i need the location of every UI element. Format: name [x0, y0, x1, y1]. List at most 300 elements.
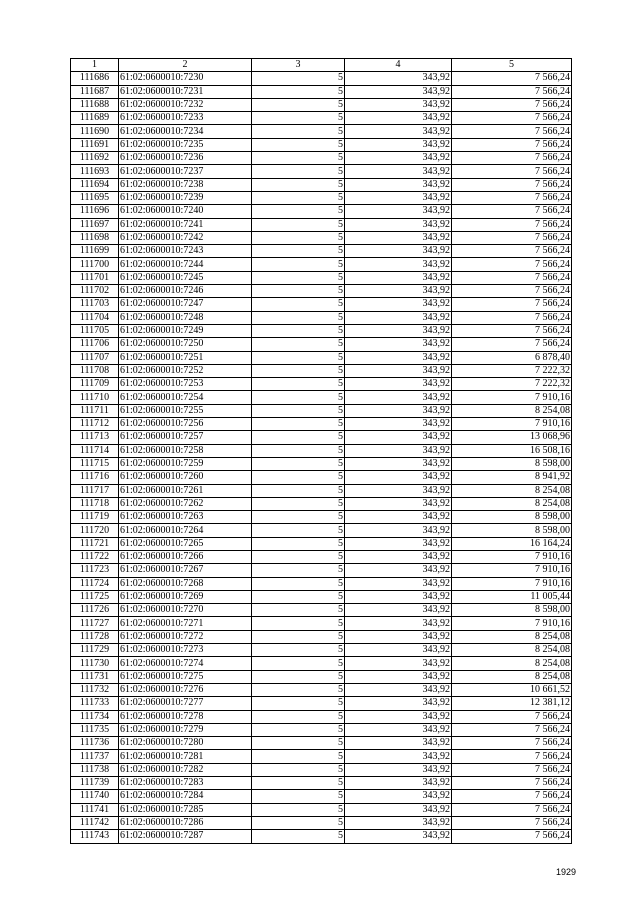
row-number: 111741	[71, 803, 119, 816]
column-5-value: 8 254,08	[452, 630, 572, 643]
column-5-value: 7 566,24	[452, 298, 572, 311]
table-row	[71, 657, 572, 670]
row-number: 111732	[71, 683, 119, 696]
table-row	[71, 285, 572, 298]
column-4-value: 343,92	[345, 311, 452, 324]
column-5-value: 16 164,24	[452, 537, 572, 550]
column-3-value: 5	[252, 524, 345, 537]
row-number: 111718	[71, 497, 119, 510]
column-5-value: 8 254,08	[452, 497, 572, 510]
cadastral-number: 61:02:0600010:7287	[119, 830, 252, 843]
column-5-value: 7 566,24	[452, 816, 572, 829]
row-number: 111703	[71, 298, 119, 311]
cadastral-number: 61:02:0600010:7238	[119, 178, 252, 191]
cadastral-number: 61:02:0600010:7259	[119, 457, 252, 470]
column-4-value: 343,92	[345, 324, 452, 337]
row-number: 111686	[71, 72, 119, 85]
column-3-value: 5	[252, 125, 345, 138]
column-3-value: 5	[252, 191, 345, 204]
column-4-value: 343,92	[345, 564, 452, 577]
column-3-value: 5	[252, 737, 345, 750]
table-row	[71, 644, 572, 657]
row-number: 111715	[71, 457, 119, 470]
table-row	[71, 191, 572, 204]
cadastral-number: 61:02:0600010:7258	[119, 444, 252, 457]
table-row	[71, 577, 572, 590]
column-5-value: 8 598,00	[452, 511, 572, 524]
table-row	[71, 351, 572, 364]
cadastral-number: 61:02:0600010:7270	[119, 604, 252, 617]
column-4-value: 343,92	[345, 457, 452, 470]
column-3-value: 5	[252, 245, 345, 258]
column-4-value: 343,92	[345, 657, 452, 670]
row-number: 111730	[71, 657, 119, 670]
table-row	[71, 750, 572, 763]
column-header-2: 2	[119, 59, 252, 72]
column-3-value: 5	[252, 152, 345, 165]
column-4-value: 343,92	[345, 205, 452, 218]
table-row	[71, 457, 572, 470]
row-number: 111738	[71, 763, 119, 776]
row-number: 111734	[71, 710, 119, 723]
column-5-value: 7 566,24	[452, 231, 572, 244]
row-number: 111687	[71, 85, 119, 98]
column-5-value: 7 566,24	[452, 285, 572, 298]
column-4-value: 343,92	[345, 710, 452, 723]
cadastral-number: 61:02:0600010:7277	[119, 697, 252, 710]
row-number: 111706	[71, 338, 119, 351]
row-number: 111690	[71, 125, 119, 138]
column-3-value: 5	[252, 777, 345, 790]
row-number: 111719	[71, 511, 119, 524]
table-row	[71, 816, 572, 829]
row-number: 111699	[71, 245, 119, 258]
column-5-value: 7 566,24	[452, 245, 572, 258]
row-number: 111736	[71, 737, 119, 750]
column-4-value: 343,92	[345, 285, 452, 298]
table-row	[71, 697, 572, 710]
cadastral-number: 61:02:0600010:7231	[119, 85, 252, 98]
table-row	[71, 98, 572, 111]
column-5-value: 6 878,40	[452, 351, 572, 364]
cadastral-number: 61:02:0600010:7269	[119, 590, 252, 603]
table-row	[71, 524, 572, 537]
column-5-value: 7 910,16	[452, 391, 572, 404]
column-3-value: 5	[252, 311, 345, 324]
table-row	[71, 497, 572, 510]
column-4-value: 343,92	[345, 431, 452, 444]
cadastral-number: 61:02:0600010:7248	[119, 311, 252, 324]
column-4-value: 343,92	[345, 231, 452, 244]
column-3-value: 5	[252, 537, 345, 550]
row-number: 111743	[71, 830, 119, 843]
column-5-value: 7 566,24	[452, 98, 572, 111]
table-row	[71, 471, 572, 484]
column-3-value: 5	[252, 112, 345, 125]
cadastral-number: 61:02:0600010:7257	[119, 431, 252, 444]
column-5-value: 7 566,24	[452, 723, 572, 736]
column-5-value: 11 005,44	[452, 590, 572, 603]
cadastral-number: 61:02:0600010:7263	[119, 511, 252, 524]
row-number: 111702	[71, 285, 119, 298]
column-5-value: 8 254,08	[452, 670, 572, 683]
row-number: 111709	[71, 378, 119, 391]
cadastral-number: 61:02:0600010:7246	[119, 285, 252, 298]
column-5-value: 8 254,08	[452, 657, 572, 670]
table-row	[71, 178, 572, 191]
row-number: 111691	[71, 138, 119, 151]
row-number: 111733	[71, 697, 119, 710]
cadastral-number: 61:02:0600010:7232	[119, 98, 252, 111]
row-number: 111692	[71, 152, 119, 165]
table-row	[71, 311, 572, 324]
column-4-value: 343,92	[345, 471, 452, 484]
cadastral-number: 61:02:0600010:7255	[119, 404, 252, 417]
column-3-value: 5	[252, 577, 345, 590]
table-row	[71, 737, 572, 750]
column-3-value: 5	[252, 324, 345, 337]
column-3-value: 5	[252, 763, 345, 776]
column-4-value: 343,92	[345, 697, 452, 710]
column-4-value: 343,92	[345, 537, 452, 550]
cadastral-number: 61:02:0600010:7261	[119, 484, 252, 497]
cadastral-number: 61:02:0600010:7233	[119, 112, 252, 125]
column-4-value: 343,92	[345, 444, 452, 457]
column-4-value: 343,92	[345, 763, 452, 776]
column-5-value: 7 910,16	[452, 550, 572, 563]
column-4-value: 343,92	[345, 364, 452, 377]
column-3-value: 5	[252, 683, 345, 696]
table-row	[71, 231, 572, 244]
cadastral-number: 61:02:0600010:7284	[119, 790, 252, 803]
column-5-value: 8 254,08	[452, 404, 572, 417]
column-3-value: 5	[252, 564, 345, 577]
column-5-value: 7 566,24	[452, 85, 572, 98]
column-5-value: 7 566,24	[452, 750, 572, 763]
table-row	[71, 271, 572, 284]
column-3-value: 5	[252, 511, 345, 524]
column-5-value: 7 566,24	[452, 737, 572, 750]
column-4-value: 343,92	[345, 590, 452, 603]
column-3-value: 5	[252, 205, 345, 218]
column-5-value: 7 566,24	[452, 830, 572, 843]
row-number: 111708	[71, 364, 119, 377]
cadastral-number: 61:02:0600010:7243	[119, 245, 252, 258]
cadastral-number: 61:02:0600010:7264	[119, 524, 252, 537]
column-5-value: 7 910,16	[452, 564, 572, 577]
cadastral-number: 61:02:0600010:7272	[119, 630, 252, 643]
table-row	[71, 298, 572, 311]
column-4-value: 343,92	[345, 644, 452, 657]
cadastral-number: 61:02:0600010:7230	[119, 72, 252, 85]
column-4-value: 343,92	[345, 218, 452, 231]
column-4-value: 343,92	[345, 630, 452, 643]
column-4-value: 343,92	[345, 511, 452, 524]
column-4-value: 343,92	[345, 550, 452, 563]
table-row	[71, 364, 572, 377]
column-3-value: 5	[252, 484, 345, 497]
row-number: 111698	[71, 231, 119, 244]
row-number: 111710	[71, 391, 119, 404]
table-row	[71, 710, 572, 723]
column-3-value: 5	[252, 630, 345, 643]
cadastral-number: 61:02:0600010:7283	[119, 777, 252, 790]
column-5-value: 7 910,16	[452, 418, 572, 431]
column-4-value: 343,92	[345, 98, 452, 111]
row-number: 111689	[71, 112, 119, 125]
row-number: 111722	[71, 550, 119, 563]
table-row	[71, 431, 572, 444]
column-4-value: 343,92	[345, 830, 452, 843]
column-4-value: 343,92	[345, 85, 452, 98]
column-3-value: 5	[252, 803, 345, 816]
row-number: 111723	[71, 564, 119, 577]
table-row	[71, 723, 572, 736]
table-row	[71, 590, 572, 603]
column-4-value: 343,92	[345, 165, 452, 178]
cadastral-number: 61:02:0600010:7275	[119, 670, 252, 683]
column-4-value: 343,92	[345, 271, 452, 284]
cadastral-number: 61:02:0600010:7247	[119, 298, 252, 311]
cadastral-number: 61:02:0600010:7251	[119, 351, 252, 364]
cadastral-number: 61:02:0600010:7260	[119, 471, 252, 484]
column-4-value: 343,92	[345, 670, 452, 683]
cadastral-number: 61:02:0600010:7249	[119, 324, 252, 337]
column-3-value: 5	[252, 590, 345, 603]
column-3-value: 5	[252, 271, 345, 284]
row-number: 111704	[71, 311, 119, 324]
column-4-value: 343,92	[345, 72, 452, 85]
table-body	[71, 72, 572, 843]
table-row	[71, 444, 572, 457]
cadastral-number: 61:02:0600010:7239	[119, 191, 252, 204]
cadastral-number: 61:02:0600010:7252	[119, 364, 252, 377]
column-5-value: 7 566,24	[452, 138, 572, 151]
column-5-value: 7 910,16	[452, 617, 572, 630]
table-row	[71, 218, 572, 231]
table-row	[71, 378, 572, 391]
row-number: 111712	[71, 418, 119, 431]
row-number: 111701	[71, 271, 119, 284]
cadastral-number: 61:02:0600010:7279	[119, 723, 252, 736]
cadastral-number: 61:02:0600010:7267	[119, 564, 252, 577]
column-4-value: 343,92	[345, 338, 452, 351]
table-row	[71, 550, 572, 563]
row-number: 111727	[71, 617, 119, 630]
row-number: 111740	[71, 790, 119, 803]
cadastral-number: 61:02:0600010:7280	[119, 737, 252, 750]
table-row	[71, 258, 572, 271]
column-5-value: 10 661,52	[452, 683, 572, 696]
column-3-value: 5	[252, 258, 345, 271]
cadastral-number: 61:02:0600010:7266	[119, 550, 252, 563]
column-5-value: 7 566,24	[452, 258, 572, 271]
column-5-value: 7 566,24	[452, 803, 572, 816]
column-4-value: 343,92	[345, 790, 452, 803]
row-number: 111739	[71, 777, 119, 790]
column-4-value: 343,92	[345, 524, 452, 537]
cadastral-table	[70, 58, 572, 844]
column-3-value: 5	[252, 617, 345, 630]
column-3-value: 5	[252, 418, 345, 431]
column-3-value: 5	[252, 178, 345, 191]
cadastral-number: 61:02:0600010:7281	[119, 750, 252, 763]
column-4-value: 343,92	[345, 816, 452, 829]
row-number: 111742	[71, 816, 119, 829]
row-number: 111724	[71, 577, 119, 590]
column-5-value: 8 598,00	[452, 457, 572, 470]
row-number: 111713	[71, 431, 119, 444]
column-3-value: 5	[252, 351, 345, 364]
column-3-value: 5	[252, 404, 345, 417]
column-5-value: 7 566,24	[452, 152, 572, 165]
column-5-value: 8 254,08	[452, 644, 572, 657]
cadastral-number: 61:02:0600010:7235	[119, 138, 252, 151]
row-number: 111728	[71, 630, 119, 643]
column-3-value: 5	[252, 670, 345, 683]
table-row	[71, 683, 572, 696]
row-number: 111720	[71, 524, 119, 537]
table-row	[71, 803, 572, 816]
column-5-value: 8 598,00	[452, 524, 572, 537]
column-3-value: 5	[252, 218, 345, 231]
cadastral-number: 61:02:0600010:7250	[119, 338, 252, 351]
table-row	[71, 790, 572, 803]
column-5-value: 7 566,24	[452, 165, 572, 178]
column-4-value: 343,92	[345, 617, 452, 630]
column-3-value: 5	[252, 391, 345, 404]
column-4-value: 343,92	[345, 404, 452, 417]
column-5-value: 16 508,16	[452, 444, 572, 457]
column-3-value: 5	[252, 723, 345, 736]
column-4-value: 343,92	[345, 138, 452, 151]
column-4-value: 343,92	[345, 152, 452, 165]
column-3-value: 5	[252, 710, 345, 723]
table-row	[71, 205, 572, 218]
table-row	[71, 72, 572, 85]
table-row	[71, 511, 572, 524]
column-3-value: 5	[252, 364, 345, 377]
column-4-value: 343,92	[345, 125, 452, 138]
row-number: 111725	[71, 590, 119, 603]
column-4-value: 343,92	[345, 604, 452, 617]
table-row	[71, 112, 572, 125]
column-3-value: 5	[252, 550, 345, 563]
cadastral-number: 61:02:0600010:7271	[119, 617, 252, 630]
column-4-value: 343,92	[345, 378, 452, 391]
cadastral-number: 61:02:0600010:7245	[119, 271, 252, 284]
column-5-value: 7 566,24	[452, 763, 572, 776]
column-3-value: 5	[252, 657, 345, 670]
column-header-5: 5	[452, 59, 572, 72]
column-5-value: 7 566,24	[452, 205, 572, 218]
column-3-value: 5	[252, 497, 345, 510]
row-number: 111714	[71, 444, 119, 457]
page-number: 1929	[556, 867, 577, 877]
cadastral-number: 61:02:0600010:7240	[119, 205, 252, 218]
column-4-value: 343,92	[345, 723, 452, 736]
row-number: 111717	[71, 484, 119, 497]
column-5-value: 7 566,24	[452, 777, 572, 790]
column-4-value: 343,92	[345, 683, 452, 696]
column-4-value: 343,92	[345, 298, 452, 311]
table-row	[71, 564, 572, 577]
column-5-value: 7 566,24	[452, 178, 572, 191]
column-5-value: 7 222,32	[452, 364, 572, 377]
column-4-value: 343,92	[345, 484, 452, 497]
column-3-value: 5	[252, 298, 345, 311]
column-4-value: 343,92	[345, 351, 452, 364]
table-row	[71, 138, 572, 151]
column-5-value: 7 910,16	[452, 577, 572, 590]
column-5-value: 7 566,24	[452, 112, 572, 125]
table-row	[71, 670, 572, 683]
column-4-value: 343,92	[345, 178, 452, 191]
table-row	[71, 484, 572, 497]
row-number: 111707	[71, 351, 119, 364]
cadastral-number: 61:02:0600010:7262	[119, 497, 252, 510]
column-4-value: 343,92	[345, 737, 452, 750]
row-number: 111716	[71, 471, 119, 484]
column-3-value: 5	[252, 644, 345, 657]
table-row	[71, 125, 572, 138]
column-5-value: 7 566,24	[452, 311, 572, 324]
column-5-value: 7 566,24	[452, 790, 572, 803]
column-4-value: 343,92	[345, 258, 452, 271]
table-row	[71, 245, 572, 258]
column-5-value: 7 566,24	[452, 191, 572, 204]
row-number: 111688	[71, 98, 119, 111]
cadastral-number: 61:02:0600010:7285	[119, 803, 252, 816]
table-row	[71, 830, 572, 843]
row-number: 111693	[71, 165, 119, 178]
column-3-value: 5	[252, 72, 345, 85]
row-number: 111721	[71, 537, 119, 550]
cadastral-number: 61:02:0600010:7286	[119, 816, 252, 829]
column-3-value: 5	[252, 378, 345, 391]
column-5-value: 7 566,24	[452, 271, 572, 284]
column-5-value: 8 254,08	[452, 484, 572, 497]
column-3-value: 5	[252, 697, 345, 710]
row-number: 111726	[71, 604, 119, 617]
column-3-value: 5	[252, 431, 345, 444]
column-4-value: 343,92	[345, 418, 452, 431]
cadastral-number: 61:02:0600010:7273	[119, 644, 252, 657]
row-number: 111731	[71, 670, 119, 683]
table-row	[71, 763, 572, 776]
table-row	[71, 404, 572, 417]
cadastral-number: 61:02:0600010:7254	[119, 391, 252, 404]
column-4-value: 343,92	[345, 577, 452, 590]
column-3-value: 5	[252, 750, 345, 763]
row-number: 111711	[71, 404, 119, 417]
table-header-row	[71, 59, 572, 72]
column-5-value: 7 566,24	[452, 710, 572, 723]
column-4-value: 343,92	[345, 191, 452, 204]
row-number: 111696	[71, 205, 119, 218]
cadastral-number: 61:02:0600010:7268	[119, 577, 252, 590]
cadastral-number: 61:02:0600010:7236	[119, 152, 252, 165]
column-3-value: 5	[252, 85, 345, 98]
column-5-value: 7 566,24	[452, 218, 572, 231]
cadastral-number: 61:02:0600010:7282	[119, 763, 252, 776]
cadastral-number: 61:02:0600010:7244	[119, 258, 252, 271]
column-5-value: 7 222,32	[452, 378, 572, 391]
cadastral-number: 61:02:0600010:7274	[119, 657, 252, 670]
cadastral-number: 61:02:0600010:7256	[119, 418, 252, 431]
column-3-value: 5	[252, 285, 345, 298]
column-3-value: 5	[252, 471, 345, 484]
